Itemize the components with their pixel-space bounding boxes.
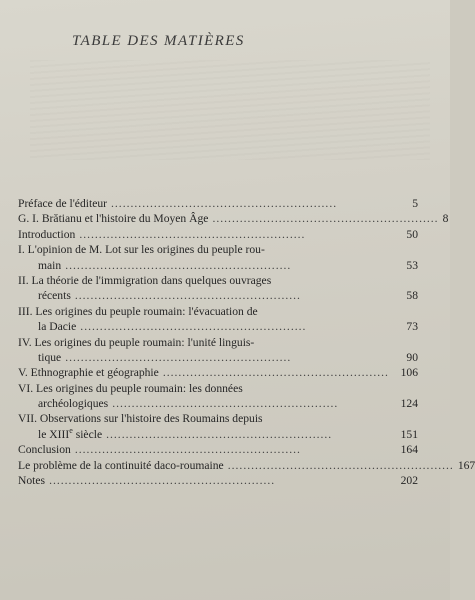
- toc-entry-chapter-5: [18, 366, 418, 381]
- page-number: 73: [406, 320, 418, 334]
- dot-leader: ..........................................................: [65, 350, 292, 364]
- dot-leader: ..........................................................: [106, 427, 333, 441]
- toc-entry-chapter-6: [18, 382, 418, 413]
- page-title: TABLE DES MATIÈRES: [72, 33, 245, 49]
- entry-title: Conclusion: [18, 443, 71, 457]
- entry-title: VI. Les origines du peuple roumain: les données: [18, 381, 243, 395]
- entry-title: V. Ethnographie et géographie: [18, 366, 159, 380]
- entry-title: VII. Observations sur l'histoire des Roumains depuis: [18, 412, 263, 426]
- toc-entry-introduction: [18, 228, 418, 243]
- entry-title-continued: la Dacie: [38, 320, 77, 334]
- dot-leader: ..........................................................: [111, 197, 338, 210]
- entry-title-continued: tique: [38, 350, 62, 364]
- dot-leader: ..........................................................: [112, 397, 339, 411]
- page-number: 151: [400, 427, 418, 441]
- toc-entry-chapter-7: [18, 412, 418, 443]
- toc-entry-continuity: [18, 458, 475, 474]
- dot-leader: ..........................................................: [212, 212, 439, 226]
- dot-leader: ..........................................................: [65, 258, 292, 272]
- page-number: 8: [442, 212, 449, 226]
- entry-title: III. Les origines du peuple roumain: l'évacuation de: [18, 304, 258, 318]
- page-number: 90: [406, 350, 418, 364]
- entry-title-continued: récents: [38, 289, 71, 303]
- page-number: 53: [406, 258, 418, 272]
- dot-leader: ..........................................................: [74, 443, 301, 457]
- dot-leader: ..........................................................: [162, 366, 389, 380]
- toc-entry-chapter-3: [18, 305, 418, 336]
- dot-leader: ..........................................................: [49, 474, 276, 488]
- entry-title-continued: archéologiques: [38, 397, 109, 411]
- page-number: 202: [400, 474, 418, 488]
- entry-title-continued: [38, 428, 102, 441]
- entry-title: IV. Les origines du peuple roumain: l'unité linguis-: [18, 335, 255, 349]
- entry-title: Préface de l'éditeur: [18, 197, 107, 210]
- page-number: 5: [412, 197, 418, 210]
- toc-entry-bratianu: [18, 212, 449, 227]
- page-number: 50: [406, 227, 418, 241]
- entry-title-tail: siècle: [72, 427, 103, 441]
- page-number: 167: [457, 458, 475, 472]
- entry-title: II. La théorie de l'immigration dans quelques ouvrages: [18, 273, 272, 287]
- toc-entry-notes: [18, 474, 418, 489]
- entry-title: Notes: [18, 474, 46, 488]
- toc-entry-chapter-2: [18, 274, 418, 305]
- toc-entry-chapter-4: [18, 336, 418, 367]
- page-number: 164: [400, 443, 418, 457]
- superscript: e: [69, 426, 73, 435]
- bleed-through-text: [30, 60, 430, 160]
- toc-entry-preface: [18, 197, 418, 212]
- entry-title-continued: main: [38, 258, 62, 272]
- dot-leader: ..........................................................: [80, 320, 307, 334]
- dot-leader: ..........................................................: [227, 458, 454, 472]
- toc-entry-chapter-1: [18, 243, 418, 274]
- page-number: 58: [406, 289, 418, 303]
- entry-title: G. I. Brătianu et l'histoire du Moyen Âge: [18, 212, 209, 226]
- dot-leader: ..........................................................: [79, 227, 306, 241]
- page-number: 124: [400, 397, 418, 411]
- dot-leader: ..........................................................: [74, 289, 301, 303]
- entry-title: I. L'opinion de M. Lot sur les origines du peuple rou-: [18, 243, 265, 257]
- entry-title-text: le XIII: [38, 427, 70, 441]
- page-number: 106: [400, 366, 418, 380]
- entry-title: Le problème de la continuité daco-roumaine: [18, 458, 224, 472]
- table-of-contents: [18, 197, 475, 489]
- entry-title: Introduction: [18, 227, 76, 241]
- toc-entry-conclusion: [18, 443, 418, 458]
